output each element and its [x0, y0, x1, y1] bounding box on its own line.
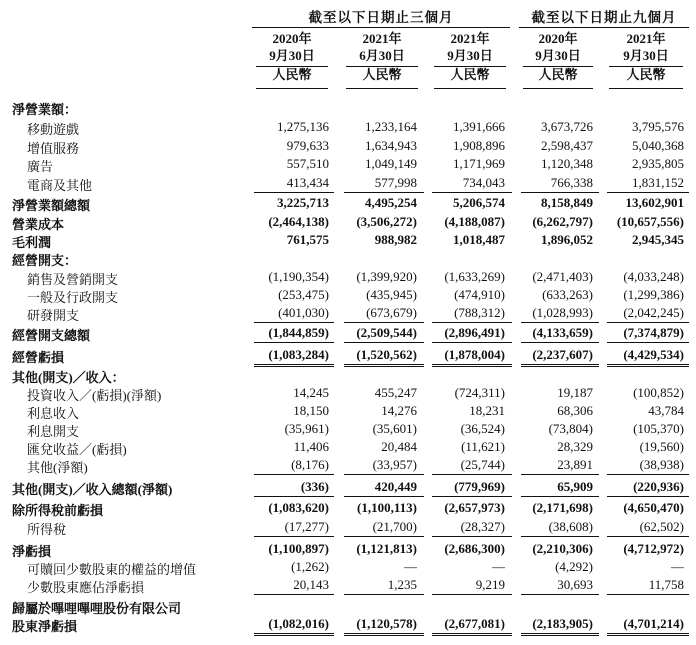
column-header-date-rule	[256, 66, 328, 67]
column-header-currency-rule	[346, 88, 418, 89]
row-value: (4,429,534)	[623, 347, 684, 362]
row-label: 淨營業額：	[12, 102, 78, 117]
row-value: (73,804)	[548, 421, 593, 436]
row-value: 2,945,345	[632, 232, 684, 247]
table-row	[0, 324, 696, 343]
row-value: —	[492, 559, 505, 574]
column-header-currency: 人民幣	[272, 67, 312, 82]
row-value: (1,100,897)	[268, 541, 329, 556]
row-value: (2,471,403)	[532, 269, 593, 284]
row-value: (2,896,491)	[444, 325, 505, 340]
row-value: (4,188,087)	[444, 214, 505, 229]
row-value: 413,434	[286, 175, 329, 190]
table-row	[0, 304, 696, 323]
row-value: (35,961)	[284, 421, 329, 436]
row-value: (38,938)	[639, 457, 684, 472]
row-value: (435,945)	[366, 287, 417, 302]
subtotal-rule	[344, 192, 424, 193]
row-value: (1,082,016)	[268, 616, 329, 631]
row-value: 5,206,574	[453, 195, 505, 210]
column-header-currency-rule	[256, 88, 328, 89]
row-label: 其他(開支)／收入：	[12, 370, 125, 385]
row-value: (2,042,245)	[623, 305, 684, 320]
row-value: 761,575	[286, 232, 329, 247]
row-value: (2,677,081)	[444, 616, 505, 631]
table-row	[0, 346, 696, 365]
row-value: (724,311)	[454, 385, 505, 400]
column-header-date: 9月30日	[535, 48, 581, 63]
subtotal-rule	[254, 342, 334, 343]
column-header-date-rule	[346, 66, 418, 67]
row-label: 歸屬於嗶哩嗶哩股份有限公司	[12, 601, 182, 616]
row-value: (1,399,920)	[356, 269, 417, 284]
column-header-currency: 人民幣	[626, 67, 666, 82]
row-value: 5,040,368	[632, 138, 684, 153]
subtotal-rule	[521, 536, 599, 537]
row-value: 43,784	[648, 403, 684, 418]
row-label: 少數股東應佔淨虧損	[27, 580, 145, 595]
column-header-currency-rule	[434, 88, 506, 89]
table-row	[0, 518, 696, 537]
column-header-date: 9月30日	[623, 48, 669, 63]
row-value: (474,910)	[454, 287, 505, 302]
subtotal-rule	[254, 594, 334, 595]
subtotal-rule	[254, 536, 334, 537]
row-label: 其他(開支)／收入總額(淨額)	[12, 482, 173, 497]
table-row	[0, 213, 696, 232]
column-header-date-rule	[523, 66, 593, 67]
table-row	[0, 155, 696, 174]
row-value: 1,233,164	[365, 119, 417, 134]
row-value: (2,210,306)	[532, 541, 593, 556]
row-label: 股東淨虧損	[12, 619, 78, 634]
row-value: (4,033,248)	[623, 269, 684, 284]
column-header-date: 6月30日	[359, 48, 405, 63]
row-value: (105,370)	[633, 421, 684, 436]
total-double-rule	[432, 633, 512, 636]
row-value: (7,374,879)	[623, 325, 684, 340]
column-header	[603, 30, 689, 83]
subtotal-rule	[607, 342, 689, 343]
row-value: (1,028,993)	[532, 305, 593, 320]
row-value: (62,502)	[639, 519, 684, 534]
column-header-year: 2021年	[450, 31, 490, 46]
row-value: (1,262)	[291, 559, 329, 574]
row-value: (38,608)	[548, 519, 593, 534]
column-header-date-rule	[609, 66, 683, 67]
subtotal-rule	[344, 496, 424, 497]
table-row	[0, 137, 696, 156]
row-value: (35,601)	[372, 421, 417, 436]
subtotal-rule	[344, 474, 424, 475]
row-value: 2,935,805	[632, 156, 684, 171]
row-value: (25,744)	[460, 457, 505, 472]
subtotal-rule	[254, 474, 334, 475]
row-value: (3,506,272)	[356, 214, 417, 229]
row-label: 其他(淨額)	[27, 460, 88, 475]
row-value: 2,598,437	[541, 138, 593, 153]
table-row	[0, 420, 696, 439]
table-row	[0, 456, 696, 475]
table-row	[0, 366, 696, 385]
row-value: (253,475)	[278, 287, 329, 302]
row-label: 經營開支總額	[12, 328, 91, 343]
row-value: 1,018,487	[453, 232, 505, 247]
row-value: (673,679)	[366, 305, 417, 320]
subtotal-rule	[521, 496, 599, 497]
column-header-date: 9月30日	[447, 48, 493, 63]
table-row	[0, 615, 696, 634]
table-row	[0, 576, 696, 595]
row-value: 455,247	[374, 385, 417, 400]
table-row	[0, 402, 696, 421]
row-value: (33,957)	[372, 457, 417, 472]
row-value: 1,049,149	[365, 156, 417, 171]
row-value: 420,449	[374, 479, 417, 494]
subtotal-rule	[607, 536, 689, 537]
subtotal-rule	[344, 322, 424, 323]
table-row	[0, 194, 696, 213]
row-value: 1,120,348	[541, 156, 593, 171]
row-value: (2,237,607)	[532, 347, 593, 362]
column-header-date-rule	[434, 66, 506, 67]
table-row	[0, 231, 696, 250]
row-value: 1,235	[387, 577, 417, 592]
table-row	[0, 438, 696, 457]
table-row	[0, 118, 696, 137]
row-value: 23,891	[557, 457, 593, 472]
header-three-months: 截至以下日期止三個月	[308, 10, 454, 25]
subtotal-rule	[254, 192, 334, 193]
row-value: 18,150	[293, 403, 329, 418]
row-label: 匯兌收益／(虧損)	[27, 442, 127, 457]
row-label: 移動遊戲	[27, 122, 80, 137]
subtotal-rule	[432, 322, 512, 323]
row-value: 28,329	[557, 439, 593, 454]
row-value: 988,982	[374, 232, 417, 247]
row-value: 577,998	[374, 175, 417, 190]
row-value: 557,510	[286, 156, 329, 171]
row-label: 一般及行政開支	[27, 290, 119, 305]
row-label: 銷售及營銷開支	[27, 272, 119, 287]
column-header	[517, 30, 599, 83]
subtotal-rule	[521, 474, 599, 475]
row-value: (2,509,544)	[356, 325, 417, 340]
subtotal-rule	[521, 342, 599, 343]
row-value: (633,263)	[542, 287, 593, 302]
subtotal-rule	[432, 192, 512, 193]
row-value: (28,327)	[460, 519, 505, 534]
column-header-year: 2020年	[538, 31, 578, 46]
row-value: (4,292)	[555, 559, 593, 574]
subtotal-rule	[607, 594, 689, 595]
row-label: 營業成本	[12, 217, 65, 232]
subtotal-rule	[607, 192, 689, 193]
subtotal-rule	[432, 474, 512, 475]
table-row	[0, 540, 696, 559]
row-label: 研發開支	[27, 308, 80, 323]
subtotal-rule	[344, 594, 424, 595]
header-nine-months: 截至以下日期止九個月	[531, 10, 677, 25]
row-label: 所得稅	[27, 522, 67, 537]
row-value: 18,231	[469, 403, 505, 418]
subtotal-rule	[607, 474, 689, 475]
subtotal-rule	[432, 342, 512, 343]
row-label: 淨營業額總額	[12, 198, 91, 213]
row-value: (4,133,659)	[532, 325, 593, 340]
row-value: 11,758	[648, 577, 684, 592]
subtotal-rule	[521, 322, 599, 323]
row-value: —	[404, 559, 417, 574]
row-value: (1,120,578)	[356, 616, 417, 631]
row-value: (2,657,973)	[444, 500, 505, 515]
subtotal-rule	[521, 192, 599, 193]
row-value: (1,844,859)	[268, 325, 329, 340]
subtotal-rule	[432, 594, 512, 595]
row-label: 增值服務	[27, 141, 80, 156]
row-value: 1,908,896	[453, 138, 505, 153]
subtotal-rule	[344, 342, 424, 343]
table-row	[0, 597, 696, 616]
row-value: (336)	[300, 479, 329, 494]
row-value: (1,083,284)	[268, 347, 329, 362]
table-row	[0, 499, 696, 518]
table-row	[0, 249, 696, 268]
table-row	[0, 478, 696, 497]
row-value: (2,171,698)	[532, 500, 593, 515]
total-double-rule	[607, 633, 689, 636]
subtotal-rule	[254, 496, 334, 497]
row-value: 20,484	[381, 439, 417, 454]
row-label: 毛利潤	[12, 235, 52, 250]
row-value: (17,277)	[284, 519, 329, 534]
row-label: 可贖回少數股東的權益的增值	[27, 562, 197, 577]
subtotal-rule	[607, 496, 689, 497]
row-value: 766,338	[550, 175, 593, 190]
subtotal-rule	[521, 594, 599, 595]
row-value: (1,633,269)	[444, 269, 505, 284]
row-value: 65,909	[557, 479, 593, 494]
column-header-year: 2021年	[362, 31, 402, 46]
subtotal-rule	[432, 496, 512, 497]
row-value: (1,520,562)	[356, 347, 417, 362]
row-value: 30,693	[557, 577, 593, 592]
row-value: 1,275,136	[277, 119, 329, 134]
row-value: (1,100,113)	[357, 500, 417, 515]
header-nine-months-rule	[519, 27, 689, 28]
row-value: 8,158,849	[541, 195, 593, 210]
row-label: 淨虧損	[12, 544, 52, 559]
row-value: 4,495,254	[365, 195, 417, 210]
row-label: 投資收入／(虧損)(淨額)	[27, 388, 162, 403]
row-label: 利息收入	[27, 406, 80, 421]
row-value: 1,391,666	[453, 119, 505, 134]
row-value: (1,083,620)	[268, 500, 329, 515]
row-value: 1,831,152	[632, 175, 684, 190]
column-header	[250, 30, 334, 83]
subtotal-rule	[607, 322, 689, 323]
row-value: 1,896,052	[541, 232, 593, 247]
row-value: 734,043	[462, 175, 505, 190]
table-row	[0, 174, 696, 193]
row-value: (4,701,214)	[623, 616, 684, 631]
row-value: 68,306	[557, 403, 593, 418]
row-value: —	[671, 559, 684, 574]
row-value: (19,560)	[639, 439, 684, 454]
row-value: (1,190,354)	[268, 269, 329, 284]
row-value: 14,245	[293, 385, 329, 400]
row-value: 3,673,726	[541, 119, 593, 134]
row-value: 1,634,943	[365, 138, 417, 153]
row-value: (401,030)	[278, 305, 329, 320]
row-label: 電商及其他	[27, 178, 93, 193]
column-header	[340, 30, 424, 83]
row-value: (11,621)	[461, 439, 505, 454]
row-value: 19,187	[557, 385, 593, 400]
row-value: (2,464,138)	[268, 214, 329, 229]
row-value: (2,183,905)	[532, 616, 593, 631]
row-value: 3,795,576	[632, 119, 684, 134]
row-value: (8,176)	[291, 457, 329, 472]
column-header-currency-rule	[523, 88, 593, 89]
column-header-year: 2020年	[272, 31, 312, 46]
row-value: (1,878,004)	[444, 347, 505, 362]
row-value: (2,686,300)	[444, 541, 505, 556]
header-three-months-rule	[252, 27, 510, 28]
subtotal-rule	[254, 322, 334, 323]
row-label: 廣告	[27, 159, 54, 174]
row-value: 20,143	[293, 577, 329, 592]
table-row	[0, 98, 696, 117]
column-header-date: 9月30日	[269, 48, 315, 63]
row-value: (788,312)	[454, 305, 505, 320]
column-header-currency: 人民幣	[538, 67, 578, 82]
row-label: 經營虧損	[12, 350, 65, 365]
row-value: (6,262,797)	[532, 214, 593, 229]
row-label: 除所得稅前虧損	[12, 503, 104, 518]
row-value: 14,276	[381, 403, 417, 418]
row-value: (21,700)	[372, 519, 417, 534]
table-row	[0, 558, 696, 577]
row-value: 13,602,901	[625, 195, 684, 210]
row-label: 經營開支：	[12, 253, 78, 268]
row-value: (4,650,470)	[623, 500, 684, 515]
subtotal-rule	[432, 536, 512, 537]
total-double-rule	[344, 633, 424, 636]
column-header	[428, 30, 512, 83]
row-value: (1,299,386)	[623, 287, 684, 302]
total-double-rule	[521, 633, 599, 636]
table-row	[0, 286, 696, 305]
row-value: 3,225,713	[277, 195, 329, 210]
table-row	[0, 384, 696, 403]
row-value: (779,969)	[454, 479, 505, 494]
row-value: (10,657,556)	[616, 214, 684, 229]
row-value: (1,121,813)	[356, 541, 417, 556]
row-value: 979,633	[286, 138, 329, 153]
row-value: (100,852)	[633, 385, 684, 400]
table-row	[0, 268, 696, 287]
column-header-currency: 人民幣	[362, 67, 402, 82]
total-double-rule	[254, 633, 334, 636]
row-label: 利息開支	[27, 424, 80, 439]
row-value: (220,936)	[633, 479, 684, 494]
row-value: (4,712,972)	[623, 541, 684, 556]
column-header-year: 2021年	[626, 31, 666, 46]
column-header-currency: 人民幣	[450, 67, 490, 82]
column-header-currency-rule	[609, 88, 683, 89]
subtotal-rule	[344, 536, 424, 537]
row-value: 1,171,969	[453, 156, 505, 171]
row-value: (36,524)	[460, 421, 505, 436]
row-value: 9,219	[475, 577, 505, 592]
row-value: 11,406	[293, 439, 329, 454]
